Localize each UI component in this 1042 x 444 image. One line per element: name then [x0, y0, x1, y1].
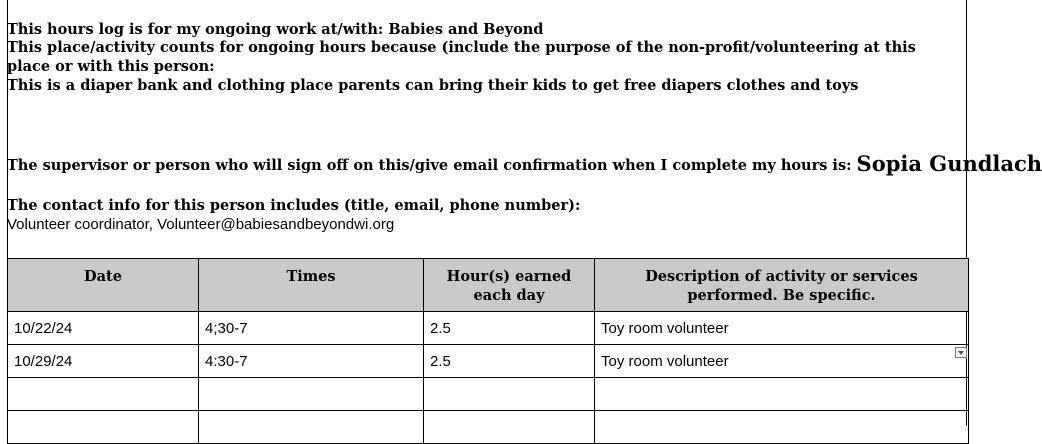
- header-times[interactable]: Times: [199, 259, 424, 312]
- table-header-row: [8, 259, 969, 312]
- times-cell[interactable]: [199, 411, 424, 444]
- table-row: [8, 312, 969, 345]
- description-cell[interactable]: [595, 378, 969, 411]
- intro-section: [7, 0, 1042, 258]
- date-cell[interactable]: [8, 378, 199, 411]
- hours-log-table: [7, 258, 969, 444]
- date-cell[interactable]: 10/29/24: [8, 345, 199, 378]
- hours-cell[interactable]: [424, 411, 595, 444]
- dropdown-arrow-icon[interactable]: [955, 347, 967, 358]
- hours-cell[interactable]: 2.5: [424, 345, 595, 378]
- table-row: [8, 345, 969, 378]
- work-place-line[interactable]: This hours log is for my ongoing work at/with: Babies and Beyond: [7, 21, 544, 38]
- hours-cell[interactable]: 2.5: [424, 312, 595, 345]
- supervisor-label: The supervisor or person who will sign off on this/give email confirmation when I complete my hours is:: [7, 157, 852, 174]
- date-cell[interactable]: 10/22/24: [8, 312, 199, 345]
- date-cell[interactable]: [8, 411, 199, 444]
- description-cell[interactable]: [595, 411, 969, 444]
- description-cell[interactable]: Toy room volunteer: [595, 312, 969, 345]
- supervisor-line[interactable]: [7, 151, 1042, 176]
- supervisor-name: Sopia Gundlach: [856, 151, 1042, 176]
- times-cell[interactable]: 4:30-7: [199, 345, 424, 378]
- purpose-answer[interactable]: This is a diaper bank and clothing place parents can bring their kids to get free diapers clothes and toys: [7, 77, 859, 94]
- contact-value[interactable]: Volunteer coordinator, Volunteer@babiesandbeyondwi.org: [7, 216, 395, 233]
- description-cell[interactable]: [595, 345, 969, 378]
- table-row: [8, 378, 969, 411]
- purpose-prompt[interactable]: This place/activity counts for ongoing hours because (include the purpose of the non-profit/volunteering at this place or with this person:: [7, 39, 916, 75]
- times-cell[interactable]: 4;30-7: [199, 312, 424, 345]
- header-description[interactable]: Description of activity or services performed. Be specific.: [595, 259, 969, 312]
- table-row: [8, 411, 969, 444]
- description-text: Toy room volunteer: [601, 352, 729, 370]
- hours-cell[interactable]: [424, 378, 595, 411]
- header-date[interactable]: Date: [8, 259, 199, 312]
- times-cell[interactable]: [199, 378, 424, 411]
- header-hours[interactable]: Hour(s) earned each day: [424, 259, 595, 312]
- contact-label[interactable]: The contact info for this person includes (title, email, phone number):: [7, 197, 581, 214]
